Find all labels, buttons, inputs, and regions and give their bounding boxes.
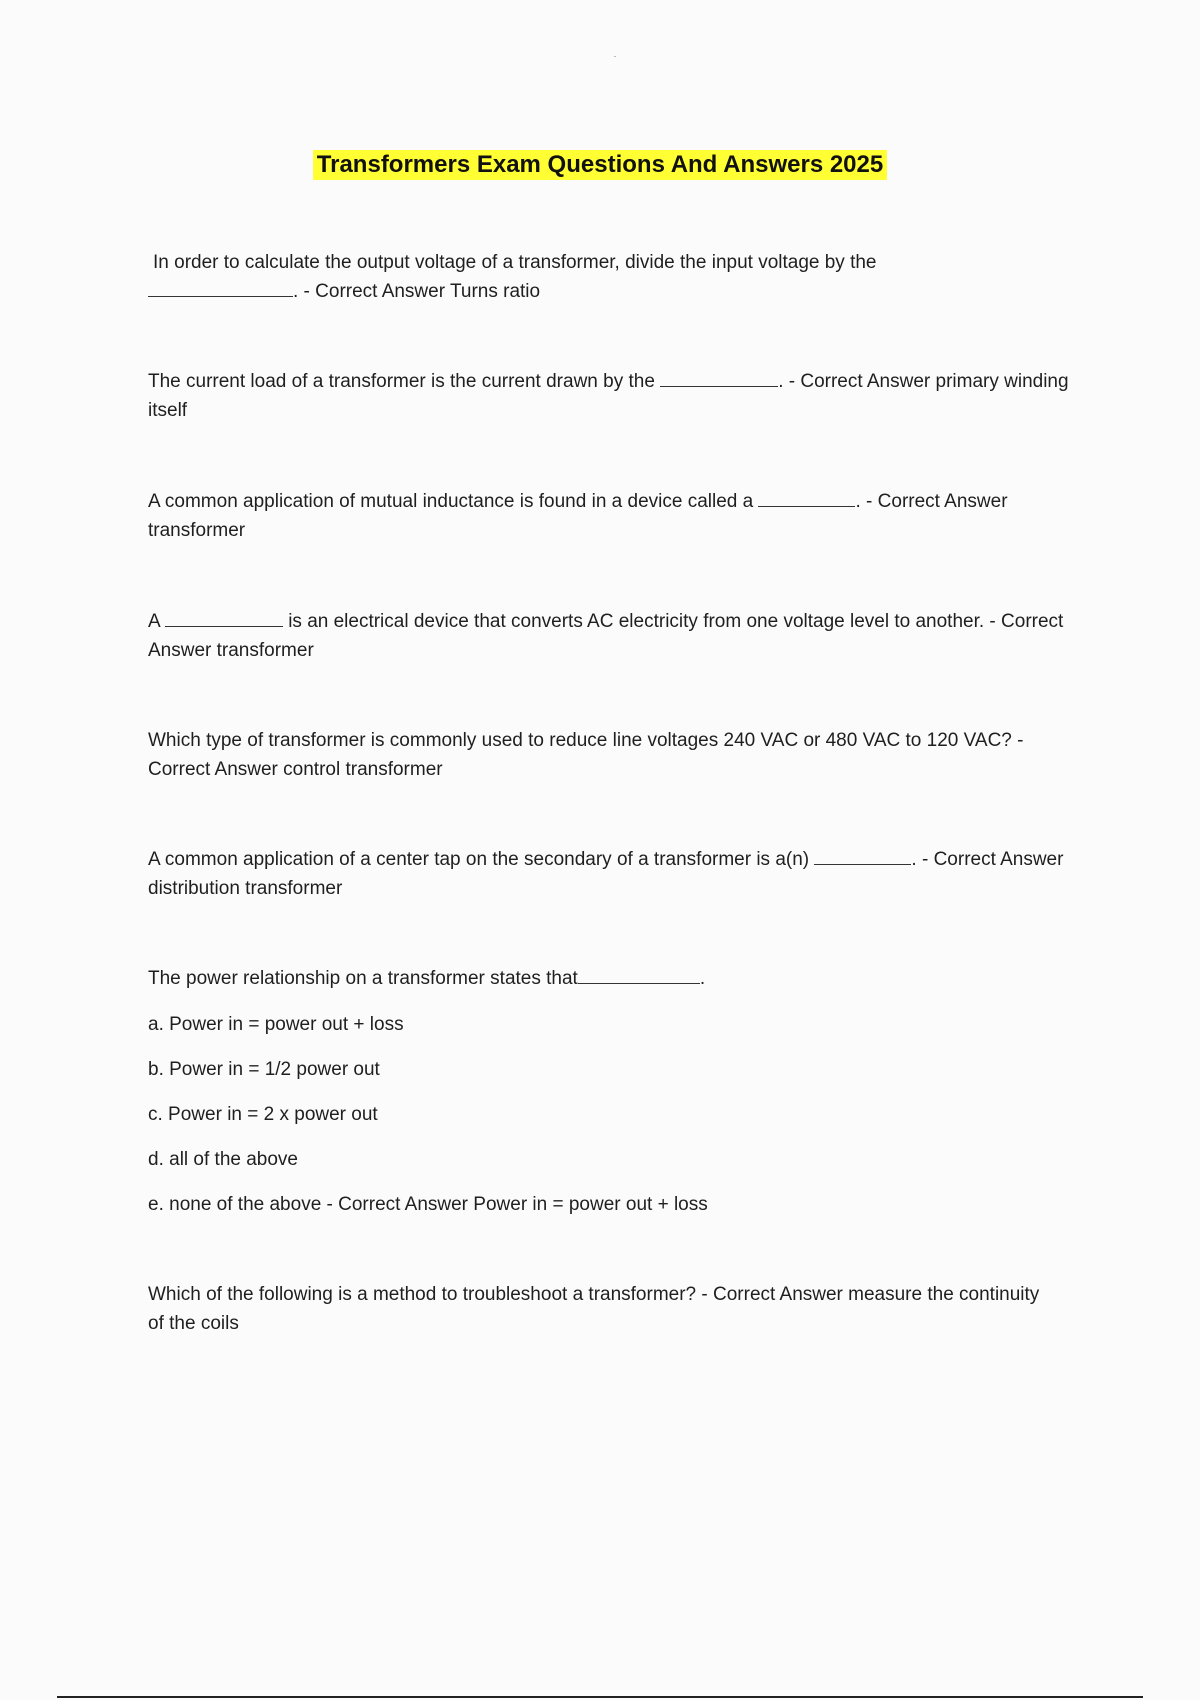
option-item: b. Power in = 1/2 power out bbox=[148, 1059, 380, 1080]
question-block bbox=[148, 1280, 1048, 1338]
question-text: The current load of a transformer is the current drawn by the bbox=[148, 371, 655, 392]
correct-answer: Correct Answer measure the continuity of the coils bbox=[148, 1284, 1040, 1334]
title-container bbox=[0, 150, 1200, 180]
question-block bbox=[148, 726, 1078, 784]
option-item: c. Power in = 2 x power out bbox=[148, 1104, 378, 1125]
question-text-after: . - bbox=[778, 371, 801, 392]
correct-answer: Correct Answer Turns ratio bbox=[315, 281, 541, 302]
correct-answer: Correct Answer Power in = power out + loss bbox=[338, 1194, 708, 1215]
question-text: Which type of transformer is commonly used to reduce line voltages 240 VAC or 480 VAC to 120 VAC? - bbox=[148, 730, 1024, 751]
question-block bbox=[148, 607, 1078, 665]
page-bottom-rule bbox=[57, 1696, 1143, 1698]
option-item: a. Power in = power out + loss bbox=[148, 1014, 404, 1035]
answer-blank bbox=[165, 608, 283, 627]
question-text: A bbox=[148, 611, 160, 632]
question-block bbox=[148, 487, 1078, 545]
question-text: In order to calculate the output voltage of a transformer, divide the input voltage by the bbox=[153, 252, 877, 273]
question-text: A common application of mutual inductance is found in a device called a bbox=[148, 491, 754, 512]
question-text: Which of the following is a method to troubleshoot a transformer? - bbox=[148, 1284, 713, 1305]
answer-blank bbox=[758, 488, 855, 507]
question-text-after: . - bbox=[911, 849, 934, 870]
question-block bbox=[148, 964, 1078, 993]
option-text: e. none of the above - bbox=[148, 1194, 339, 1215]
answer-blank bbox=[578, 965, 700, 984]
question-block bbox=[148, 367, 1078, 425]
option-item-last bbox=[148, 1190, 708, 1219]
question-text: The power relationship on a transformer states that bbox=[148, 968, 578, 989]
correct-answer: Correct Answer transformer bbox=[148, 491, 1008, 541]
correct-answer: Correct Answer distribution transformer bbox=[148, 849, 1064, 899]
correct-answer: Correct Answer control transformer bbox=[148, 759, 443, 780]
question-text: A common application of a center tap on the secondary of a transformer is a(n) bbox=[148, 849, 810, 870]
question-text-after: . - bbox=[293, 281, 316, 302]
question-block bbox=[153, 248, 1083, 306]
question-text-after: . bbox=[699, 968, 706, 989]
question-block bbox=[148, 845, 1078, 903]
correct-answer: Correct Answer primary winding itself bbox=[148, 371, 1069, 421]
answer-blank bbox=[148, 278, 293, 297]
document-title: Transformers Exam Questions And Answers 2025 bbox=[313, 150, 887, 180]
option-item: d. all of the above bbox=[148, 1149, 298, 1170]
answer-blank bbox=[814, 846, 911, 865]
question-text-after: . - bbox=[855, 491, 878, 512]
answer-blank bbox=[660, 368, 778, 387]
scan-speck bbox=[614, 56, 616, 57]
correct-answer: Correct Answer transformer bbox=[148, 611, 1064, 661]
question-text-after: is an electrical device that converts AC electricity from one voltage level to another. - bbox=[288, 611, 1002, 632]
